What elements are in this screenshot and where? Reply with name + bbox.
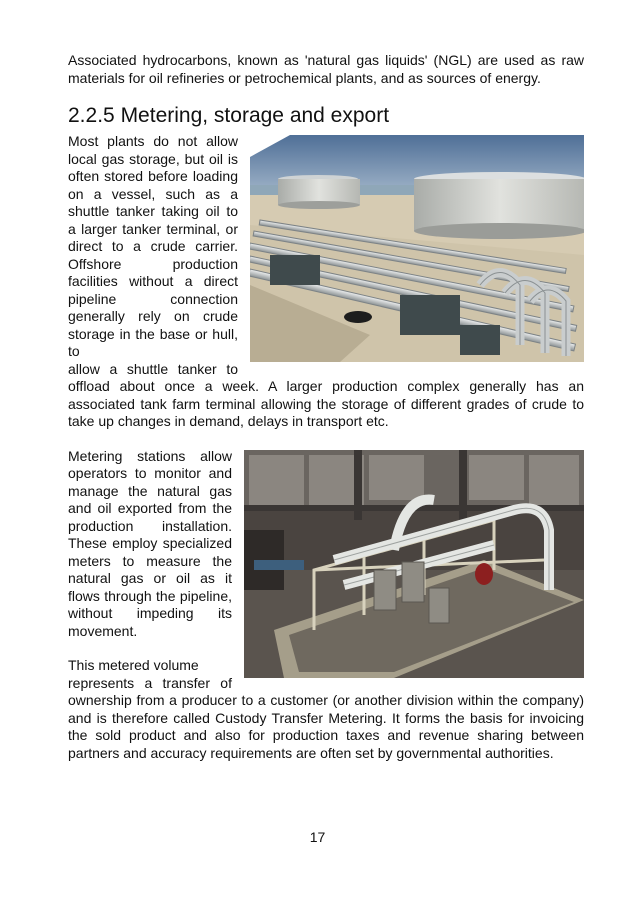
tank-farm-illustration: [250, 135, 584, 362]
metering-paragraph-2-continued: represents a transfer of ownership from a producer to a customer (or another division within the company) and is therefore called Custody Transfer Metering. It forms the basis for invoicing the sold product and also for production taxes and revenue sharing between partners and accuracy requirements are often set by governmental authorities.: [68, 674, 584, 761]
metering-block: [68, 448, 584, 763]
section-title: Metering, storage and export: [120, 104, 390, 127]
storage-paragraph-start: Most plants do not allow local gas storage, but oil is often stored before loading on a vessel, such as a shuttle tanker taking oil to a larger tanker terminal, or direct to a crude carrier. Offshore production facilities without a direct pipeline connection generally rely on crude storage in the base or hull, to: [68, 133, 238, 359]
storage-block: [68, 133, 584, 431]
shed-wall-panels: [249, 455, 579, 505]
page-number: 17: [309, 829, 326, 845]
metering-skid-photo: [244, 450, 584, 678]
section-heading: [68, 103, 584, 129]
metering-skid-illustration: [244, 450, 584, 678]
tank-farm-photo: [250, 135, 584, 362]
metering-paragraph-2-start: This metered volume: [68, 657, 199, 673]
page-content: [68, 52, 584, 762]
blind-flange: [475, 563, 493, 585]
intro-paragraph: Associated hydrocarbons, known as 'natural gas liquids' (NGL) are used as raw materials for oil refineries or petrochemical plants, and as sources of energy.: [68, 52, 584, 86]
metering-paragraph-1: Metering stations allow operators to monitor and manage the natural gas and oil exported from the production installation. These employ specialized meters to measure the natural gas or oil as it flows through the pipeline, without impeding its movement.: [68, 447, 232, 639]
storage-paragraph-continued: allow a shuttle tanker to offload about once a week. A larger production complex generally has an associated tank farm terminal allowing the storage of different grades of crude to take up changes in demand, delays in transport etc.: [68, 360, 584, 429]
section-number: 2.2.5: [68, 104, 115, 127]
